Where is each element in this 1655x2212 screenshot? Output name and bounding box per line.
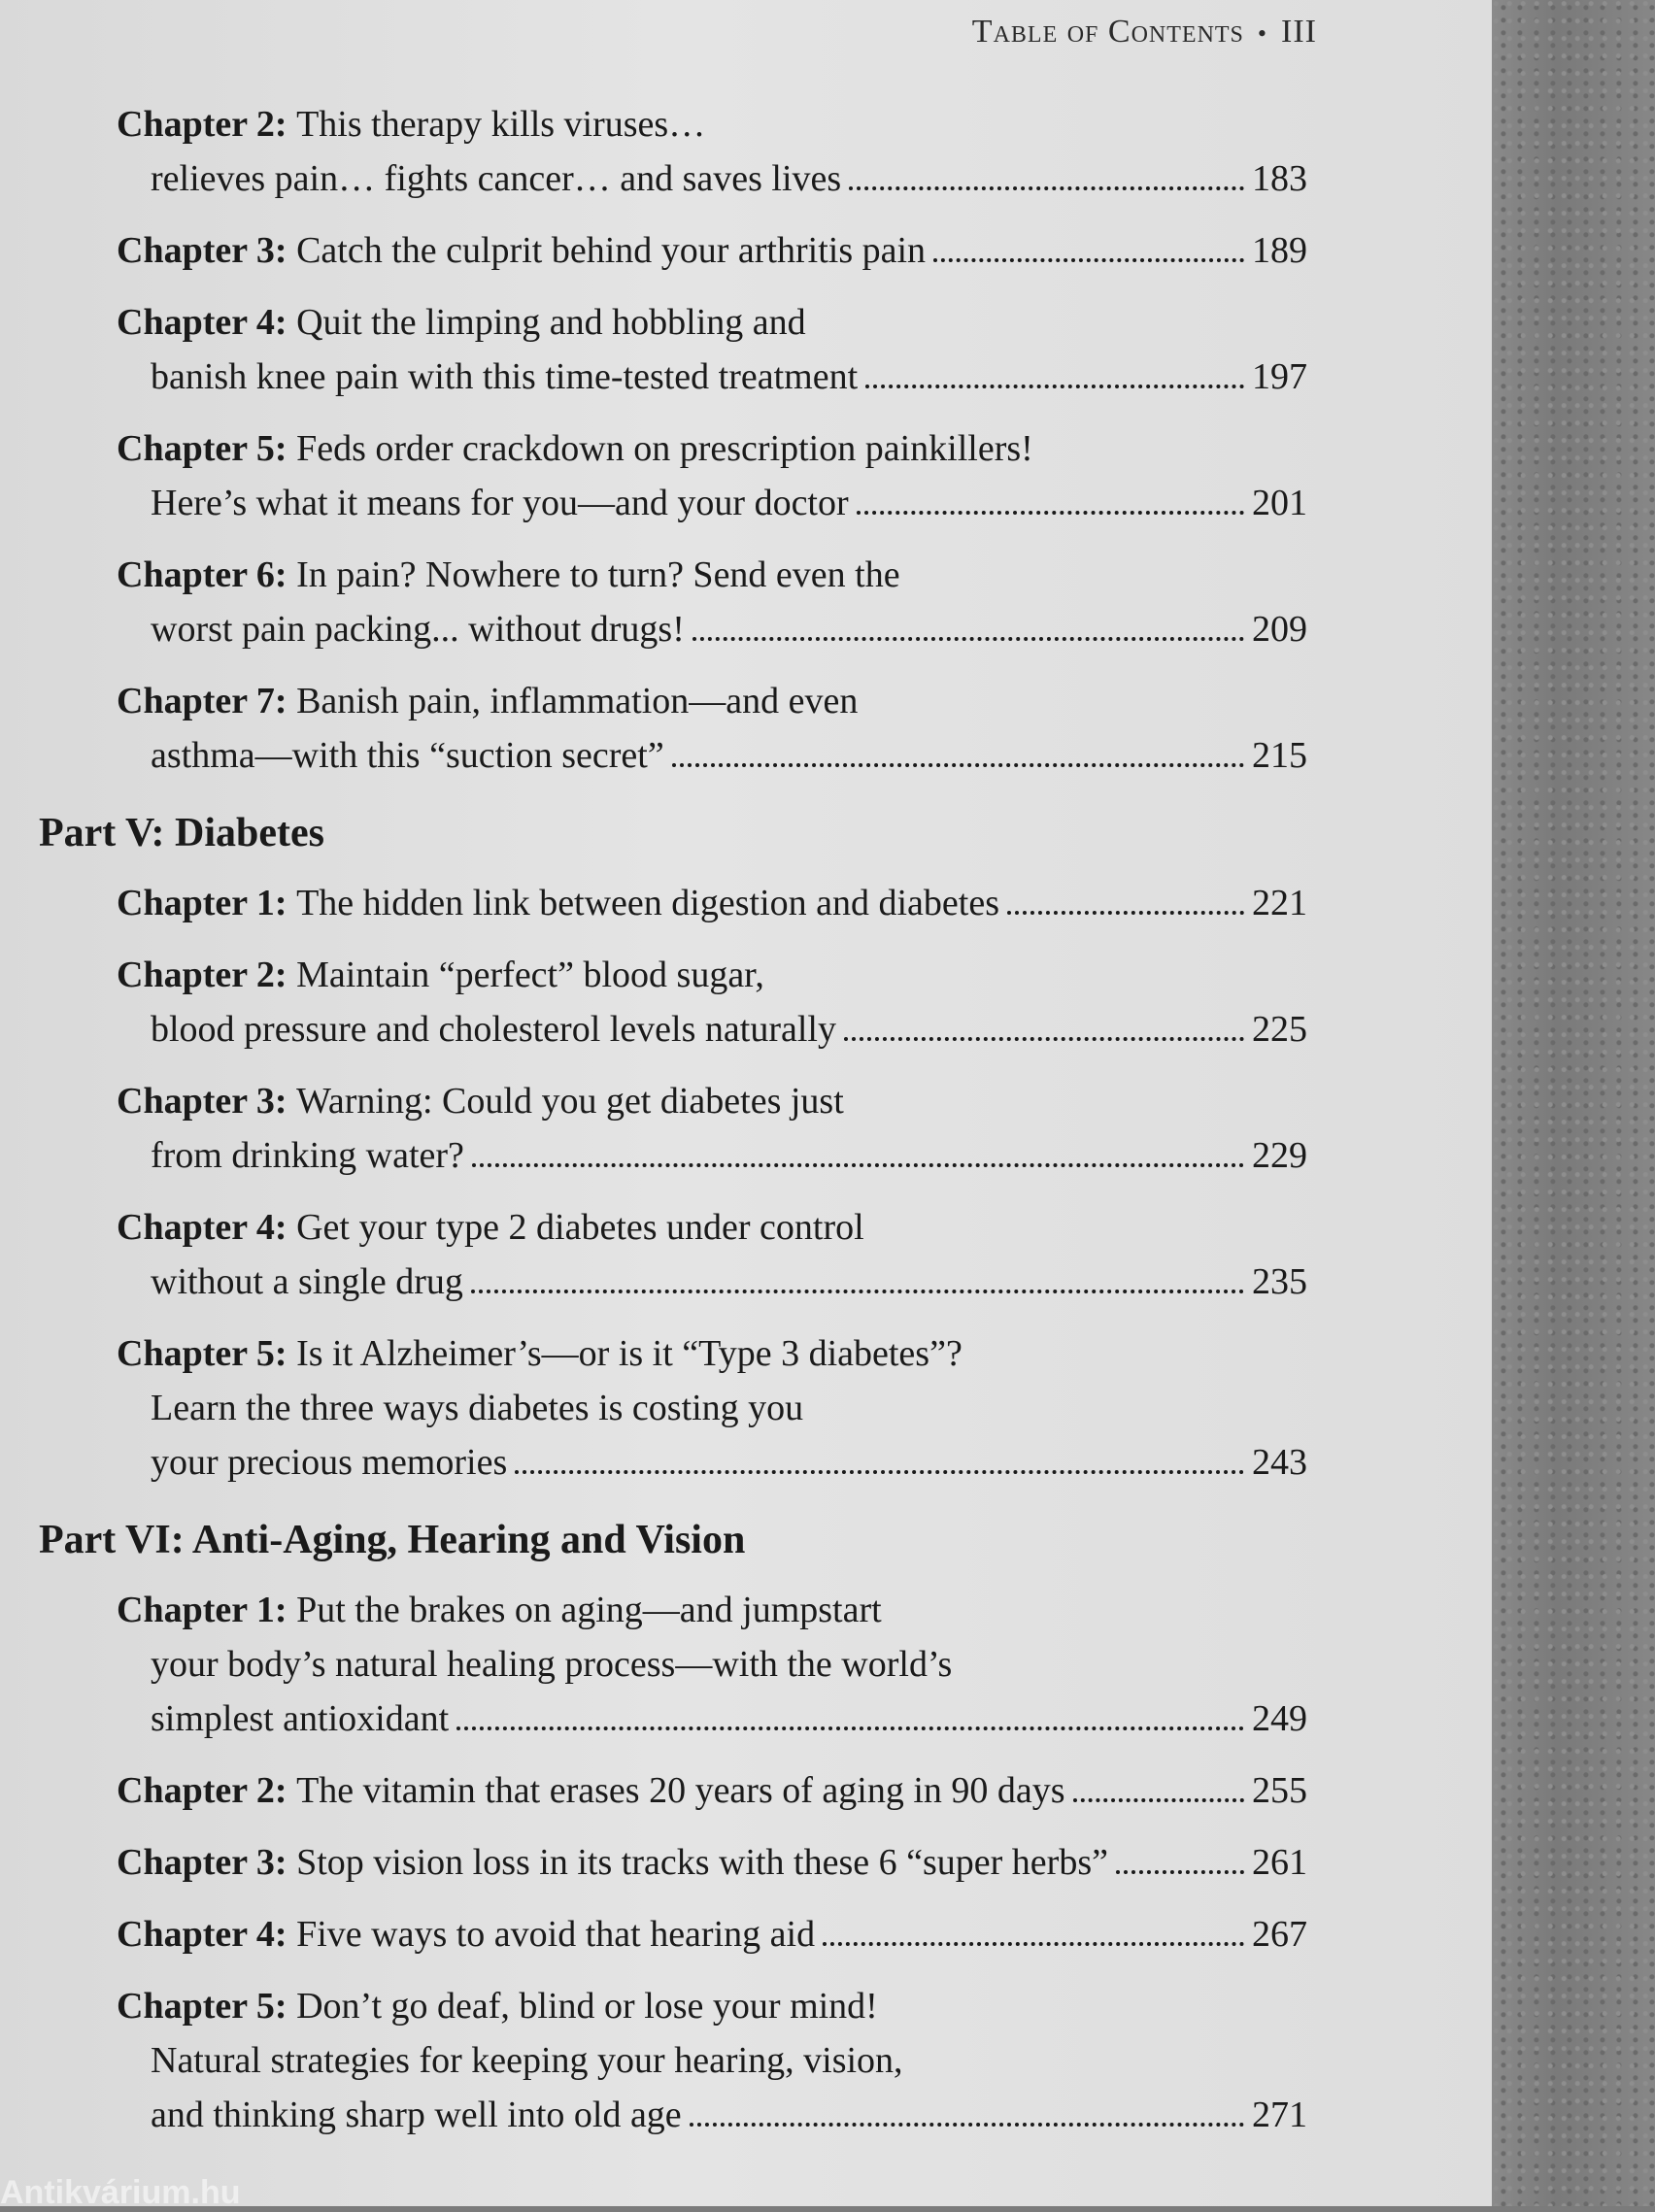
toc-entry [117,1763,1307,1818]
dot-leader [472,1163,1244,1167]
toc-entry-line [117,1326,1307,1381]
toc-entry-line [117,421,1307,476]
chapter-number: Chapter 3: [117,230,287,271]
toc-entry-line [117,1979,1307,2033]
chapter-title-line: Learn the three ways diabetes is costing you [151,1388,804,1428]
toc-entry-line [117,97,1307,151]
chapter-title-line: Is it Alzheimer’s—or is it “Type 3 diabetes”? [296,1333,963,1374]
chapter-title-line: Catch the culprit behind your arthritis pain [296,230,927,271]
toc-entry-line [151,1435,1307,1490]
page-number: 225 [1252,1009,1307,1050]
page-number: 229 [1252,1135,1307,1176]
table-of-contents [0,97,1492,2160]
page-number: 197 [1252,356,1307,397]
page-number: 235 [1252,1261,1307,1302]
toc-entry-line [117,876,1307,930]
page-number: 215 [1252,735,1307,776]
chapter-title-line: asthma—with this “suction secret” [151,735,664,776]
chapter-title-line: Feds order crackdown on prescription painkillers! [296,428,1033,469]
chapter-title-line: worst pain packing... without drugs! [151,609,685,650]
toc-entry-line [151,476,1307,530]
toc-entry-line [151,1381,1307,1435]
toc-entry-line [117,1907,1307,1961]
chapter-number: Chapter 4: [117,1207,287,1248]
chapter-number: Chapter 5: [117,1986,287,2027]
toc-entry-line [151,1002,1307,1056]
chapter-title-line: Five ways to avoid that hearing aid [296,1914,816,1955]
dot-leader [849,186,1244,190]
toc-entry [117,948,1307,1056]
dot-leader [933,258,1244,262]
dot-leader [471,1290,1244,1293]
toc-entry-line [151,1692,1307,1746]
toc-entry [117,1835,1307,1890]
dot-leader [865,385,1244,388]
toc-entry [117,1326,1307,1490]
chapter-title-line: without a single drug [151,1261,463,1302]
page-number: 183 [1252,158,1307,199]
chapter-number: Chapter 6: [117,554,287,595]
dot-leader [672,763,1244,767]
page-number: 271 [1252,2095,1307,2135]
header-separator: • [1257,19,1268,48]
chapter-number: Chapter 3: [117,1081,287,1122]
page-number: 201 [1252,483,1307,523]
chapter-title-line: Quit the limping and hobbling and [296,302,806,343]
chapter-title-line: Maintain “perfect” blood sugar, [296,955,764,995]
toc-entry [117,295,1307,404]
toc-section [0,1517,1492,2142]
chapter-title-line: Get your type 2 diabetes under control [296,1207,864,1248]
dot-leader [1073,1798,1244,1802]
part-heading: Part V: Diabetes [39,811,324,855]
toc-entry [117,1583,1307,1746]
toc-entry-line [117,948,1307,1002]
chapter-number: Chapter 3: [117,1842,287,1883]
chapter-number: Chapter 5: [117,428,287,469]
toc-entry [117,674,1307,783]
chapter-title-line: Here’s what it means for you—and your doctor [151,483,849,523]
chapter-title-line: Don’t go deaf, blind or lose your mind! [296,1986,878,2027]
chapter-number: Chapter 1: [117,1590,287,1630]
toc-entry [117,223,1307,278]
chapter-title-line: Banish pain, inflammation—and even [296,681,859,721]
running-header [972,14,1317,50]
toc-entry [117,1200,1307,1309]
toc-entry-line [151,1255,1307,1309]
chapter-title-line: The hidden link between digestion and diabetes [296,883,999,923]
toc-entry-line [151,1637,1307,1692]
dot-leader [857,511,1244,515]
chapter-number: Chapter 2: [117,955,287,995]
chapter-title-line: Warning: Could you get diabetes just [296,1081,844,1122]
toc-entry [117,1979,1307,2142]
toc-entry [117,1907,1307,1961]
chapter-number: Chapter 1: [117,883,287,923]
page-number: 221 [1252,883,1307,923]
chapter-title-line: blood pressure and cholesterol levels naturally [151,1009,836,1050]
chapter-title-line: from drinking water? [151,1135,464,1176]
header-title: Table of Contents [971,14,1244,50]
toc-entry [117,1074,1307,1183]
chapter-number: Chapter 7: [117,681,287,721]
toc-entry [117,876,1307,930]
chapter-title-line: In pain? Nowhere to turn? Send even the [296,554,900,595]
toc-entry [117,421,1307,530]
chapter-title-line: simplest antioxidant [151,1698,450,1739]
chapter-title-line: The vitamin that erases 20 years of aging in 90 days [296,1770,1065,1811]
toc-entry-line [117,295,1307,350]
chapter-title-line: Stop vision loss in its tracks with these 6 “super herbs” [296,1842,1108,1883]
toc-section [0,97,1492,783]
toc-entry [117,548,1307,656]
page-number: 209 [1252,609,1307,650]
dot-leader [844,1037,1244,1041]
toc-entry-line [151,350,1307,404]
page-background-surface [1492,0,1655,2206]
part-heading: Part VI: Anti-Aging, Hearing and Vision [39,1518,746,1562]
chapter-title-line: Natural strategies for keeping your hearing, vision, [151,2040,903,2081]
dot-leader [456,1726,1244,1730]
page-number: 255 [1252,1770,1307,1811]
chapter-title-line: This therapy kills viruses… [296,104,706,145]
chapter-number: Chapter 4: [117,1914,287,1955]
toc-section [0,810,1492,1490]
page-number: 243 [1252,1442,1307,1483]
chapter-title-line: Put the brakes on aging—and jumpstart [296,1590,882,1630]
chapter-title-line: your precious memories [151,1442,508,1483]
watermark-text: Antikvárium.hu [0,2174,241,2211]
dot-leader [823,1942,1244,1946]
toc-entry-line [117,548,1307,602]
dot-leader [1116,1870,1244,1874]
toc-entry-line [151,2033,1307,2088]
chapter-title-line: relieves pain… fights cancer… and saves lives [151,158,842,199]
header-page-number: III [1281,14,1317,50]
toc-entry-line [117,1763,1307,1818]
dot-leader [515,1470,1244,1474]
toc-entry-line [151,2088,1307,2142]
toc-entry-line [151,1128,1307,1183]
toc-entry-line [117,674,1307,728]
toc-entry [117,97,1307,206]
toc-entry-line [117,1074,1307,1128]
toc-entry-line [151,602,1307,656]
chapter-number: Chapter 2: [117,104,287,145]
page-number: 261 [1252,1842,1307,1883]
chapter-title-line: and thinking sharp well into old age [151,2095,682,2135]
chapter-number: Chapter 2: [117,1770,287,1811]
chapter-number: Chapter 5: [117,1333,287,1374]
chapter-number: Chapter 4: [117,302,287,343]
chapter-title-line: banish knee pain with this time-tested treatment [151,356,859,397]
dot-leader [690,2123,1244,2127]
dot-leader [1007,911,1244,915]
toc-entry-line [117,1835,1307,1890]
toc-entry-line [151,728,1307,783]
toc-entry-line [151,151,1307,206]
toc-entry-line [117,223,1307,278]
page-number: 249 [1252,1698,1307,1739]
page-number: 267 [1252,1914,1307,1955]
toc-entry-line [117,1200,1307,1255]
page-number: 189 [1252,230,1307,271]
chapter-title-line: your body’s natural healing process—with the world’s [151,1644,953,1685]
dot-leader [692,637,1244,641]
toc-entry-line [117,1583,1307,1637]
